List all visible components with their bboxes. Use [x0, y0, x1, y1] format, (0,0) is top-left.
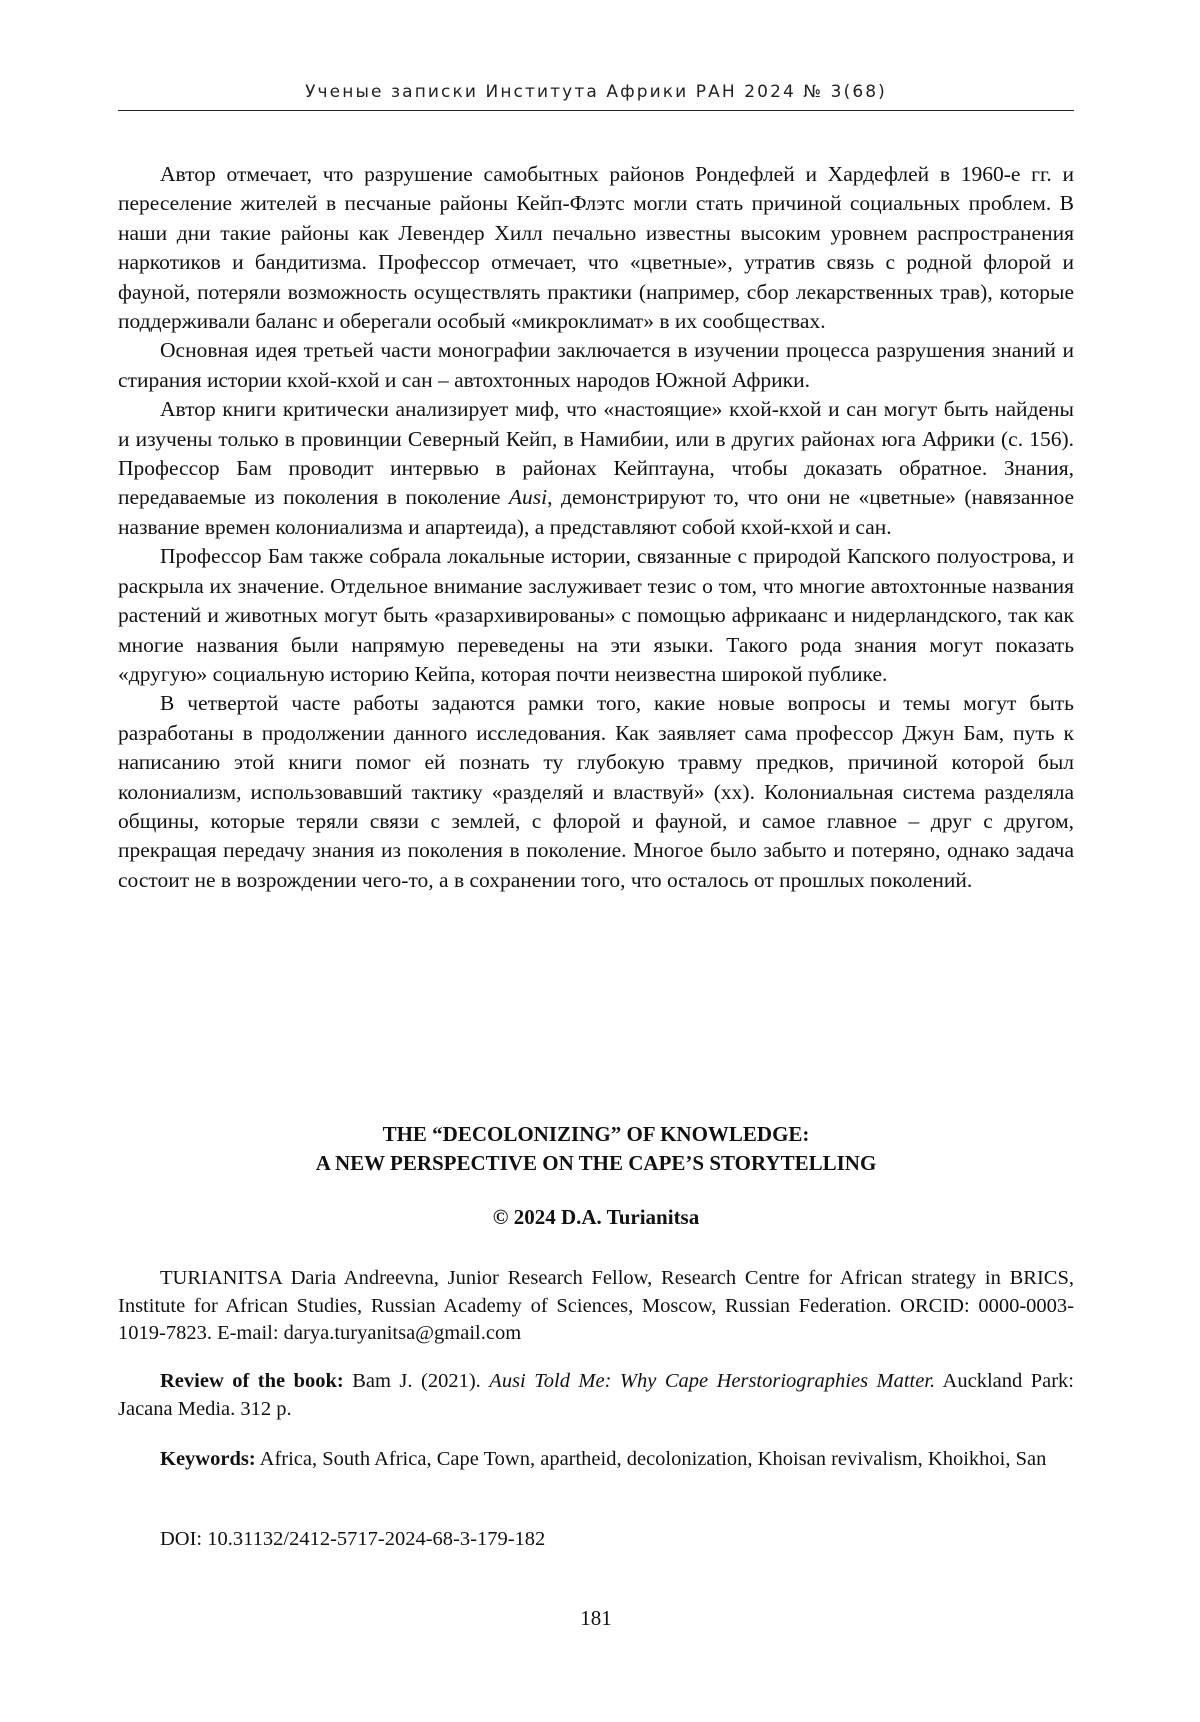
author-affiliation	[118, 1265, 1074, 1348]
body-paragraph: Автор отмечает, что разрушение самобытных районов Рондефлей и Хардефлей в 1960-е гг. и переселение жителей в песчаные районы Кейп-Флэтс могли стать причиной социальных проблем. В наши дни такие районы как Левендер Хилл печально известны высоким уровнем распространения наркотиков и бандитизма. Профессор отмечает, что «цветные», утратив связь с родной флорой и фауной, потеряли возможность осуществлять практики (например, сбор лекарственных трав), которые поддерживали баланс и оберегали особый «микроклимат» в их сообществах.	[118, 162, 1074, 334]
review-label: Review of the book:	[160, 1370, 344, 1392]
italic-term: Ausi	[508, 485, 548, 510]
paragraph-text-end: , демонстрируют то, что они не «цветные» (навязанное название времен колониализма и апартеида), а представляют собой кхой-кхой и сан.	[118, 485, 1075, 539]
review-book-title: Ausi Told Me: Why Cape Herstoriographies Matter.	[489, 1370, 936, 1392]
body-paragraph: Профессор Бам также собрала локальные истории, связанные с природой Капского полуострова, и раскрыла их значение. Отдельное внимание заслуживает тезис о том, что многие автохтонные названия растений и животных могут быть «разархивированы» с помощью африкаанс и нидерландского, так как многие названия были напрямую переведены на эти языки. Такого рода знания могут показать «другую» социальную историю Кейпа, которая почти неизвестна широкой публике.	[118, 544, 1074, 686]
english-title	[118, 1120, 1074, 1178]
review-text	[118, 1368, 1074, 1423]
paragraph-text-start: Автор книги критически анализирует миф, что «настоящие» кхой-кхой и сан могут быть найдены и изучены только в провинции Северный Кейп, в Намибии, или в других районах юга Африки (с. 156). Профессор Бам проводит интервью в районах Кейптауна, чтобы доказать обратное. Знания, передаваемые из поколения в поколение	[118, 397, 1074, 510]
keywords-list: Africa, South Africa, Cape Town, apartheid, decolonization, Khoisan revivalism, Khoikhoi, San	[255, 1448, 1047, 1470]
keywords-label: Keywords:	[160, 1448, 256, 1470]
copyright-line: © 2024 D.A. Turianitsa	[492, 1205, 700, 1229]
page-number: 181	[580, 1606, 612, 1630]
doi-block	[118, 1526, 1074, 1554]
running-header: Ученые записки Института Африки РАН 2024 № 3(68)	[305, 82, 887, 102]
review-of-book	[118, 1368, 1074, 1423]
header-rule	[118, 110, 1074, 111]
article-body	[118, 160, 1074, 895]
body-paragraph: В четвертой часте работы задаются рамки того, какие новые вопросы и темы могут быть разработаны в продолжении данного исследования. Как заявляет сама профессор Джун Бам, путь к написанию этой книги помог ей познать ту глубокую травму предков, причиной которой был колониализм, использовавший тактику «разделяй и властвуй» (xx). Колониальная система разделяла общины, которые теряли связи с землей, с флорой и фауной, и самое главное – друг с другом, прекращая передачу знания из поколения в поколение. Многое было забыто и потеряно, однако задача состоит не в возрождении чего-то, а в сохранении того, что осталось от прошлых поколений.	[118, 691, 1074, 892]
english-title-line: THE “DECOLONIZING” OF KNOWLEDGE:	[382, 1122, 810, 1146]
body-paragraph: Основная идея третьей части монографии заключается в изучении процесса разрушения знаний и стирания истории кхой-кхой и сан – автохтонных народов Южной Африки.	[118, 338, 1074, 392]
review-citation-end: Auckland Park: Jacana Media. 312 p.	[118, 1370, 1074, 1420]
keywords-block	[118, 1446, 1074, 1474]
affiliation-text: TURIANITSA Daria Andreevna, Junior Research Fellow, Research Centre for African strategy in BRICS, Institute for African Studies, Russian Academy of Sciences, Moscow, Russian Federation. ORCID: 0000-0003-1019-7823. E-mail: darya.turyanitsa@gmail.com	[118, 1267, 1074, 1344]
keywords-text	[118, 1446, 1074, 1474]
english-title-line: A NEW PERSPECTIVE ON THE CAPE’S STORYTELLING	[315, 1151, 877, 1175]
body-paragraph	[118, 395, 1074, 542]
doi-text: DOI: 10.31132/2412-5717-2024-68-3-179-182	[160, 1528, 546, 1550]
review-citation-start: Bam J. (2021).	[343, 1370, 490, 1392]
